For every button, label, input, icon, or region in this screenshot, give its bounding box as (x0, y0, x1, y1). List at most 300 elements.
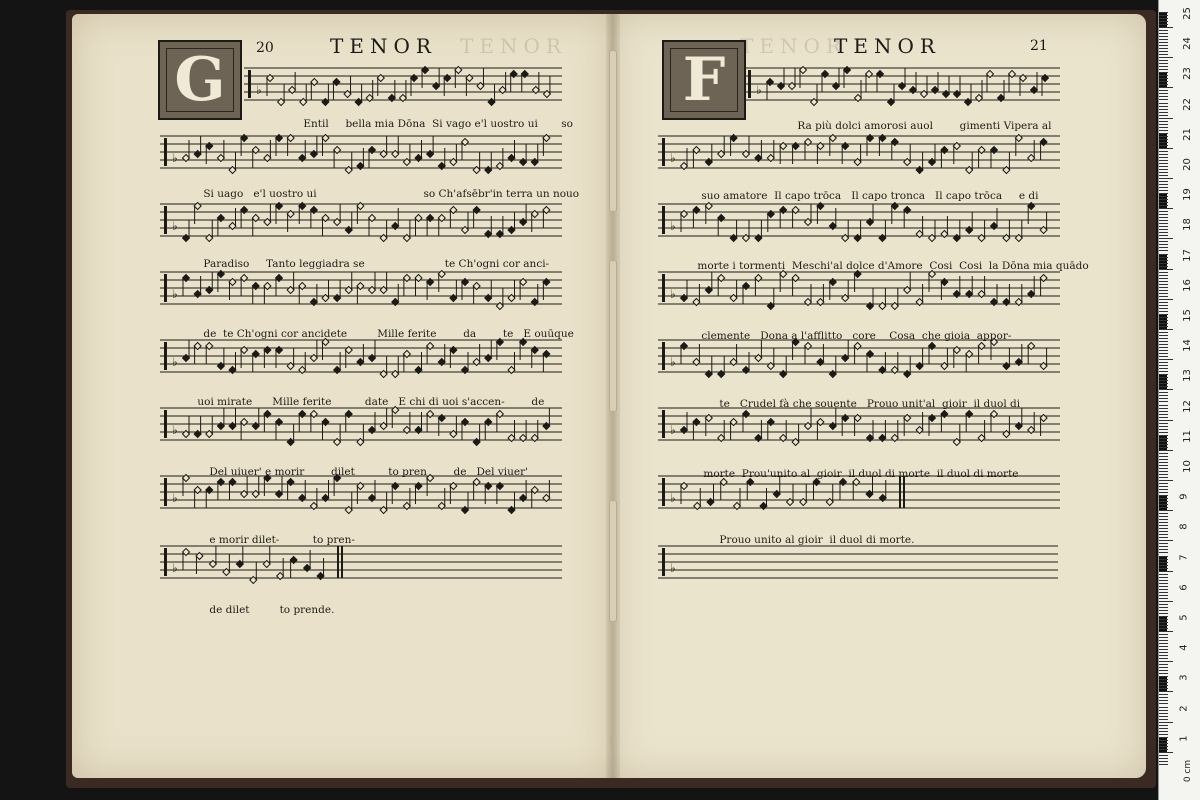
svg-text:♭: ♭ (172, 561, 178, 575)
ruler-tick (1159, 290, 1168, 291)
ruler-tick (1159, 519, 1168, 520)
lyric-line: morte Prou'unito al gioir il duol di morte il duol di morte (703, 468, 1019, 480)
ruler-tick (1159, 752, 1173, 753)
ruler-tick (1159, 504, 1168, 505)
ruler-tick (1159, 401, 1168, 402)
ruler-tick (1159, 398, 1168, 399)
ruler-tick (1159, 48, 1168, 49)
ruler-tick (1159, 199, 1168, 200)
ruler-tick (1159, 540, 1173, 541)
ruler-tick (1159, 175, 1168, 176)
ruler-tick (1159, 329, 1173, 330)
ruler-tick (1159, 87, 1173, 88)
ruler-tick (1159, 121, 1168, 122)
ruler-tick (1159, 39, 1168, 40)
ruler-tick (1159, 688, 1168, 689)
ruler-tick (1159, 700, 1168, 701)
svg-text:♭: ♭ (670, 423, 676, 437)
ruler-tick (1159, 441, 1168, 442)
ruler-tick (1159, 69, 1168, 70)
ruler-tick (1159, 580, 1168, 581)
ruler-tick (1159, 598, 1168, 599)
ruler-tick (1159, 112, 1168, 113)
ruler-tick (1159, 275, 1168, 276)
ruler-tick (1159, 513, 1168, 514)
ruler-tick (1159, 601, 1173, 602)
lyric-line: te Crudel fà che souente Prouo unit'al gioir il duol di (719, 398, 1021, 410)
ruler-tick (1159, 453, 1168, 454)
ruler-tick (1159, 710, 1168, 711)
ruler-tick (1159, 444, 1168, 445)
decorated-initial: F (662, 40, 746, 120)
bleed-through-text: TENOR (740, 34, 847, 58)
lyric-line: morte i tormenti Meschi'al dolce d'Amore Cosi Cosi la Dōna mia quādo (697, 260, 1089, 272)
ruler-label: 15 (1181, 309, 1193, 322)
ruler-tick (1159, 725, 1168, 726)
ruler-tick (1159, 214, 1168, 215)
ruler-tick (1159, 148, 1173, 149)
ruler-tick (1159, 429, 1168, 430)
ruler-tick (1159, 432, 1168, 433)
ruler-tick (1159, 169, 1168, 170)
ruler-tick (1159, 595, 1168, 596)
ruler-tick (1159, 272, 1168, 273)
page-number: 20 (256, 40, 274, 56)
ruler-tick (1159, 731, 1168, 732)
ruler-tick (1159, 27, 1173, 28)
svg-text:♭: ♭ (172, 219, 178, 233)
ruler-tick (1159, 145, 1168, 146)
ruler-tick (1159, 157, 1168, 158)
music-staff (244, 62, 562, 108)
ruler-label: 16 (1181, 278, 1193, 292)
ruler-tick (1159, 495, 1168, 496)
ruler-tick (1159, 616, 1168, 617)
ruler-tick (1159, 492, 1168, 493)
ruler-tick (1159, 93, 1168, 94)
binding-thread (609, 500, 617, 622)
ruler-tick (1159, 552, 1168, 553)
ruler-tick (1159, 359, 1173, 360)
ruler-tick (1159, 220, 1168, 221)
ruler-tick (1159, 501, 1168, 502)
ruler-tick (1159, 371, 1168, 372)
ruler-tick (1159, 133, 1168, 134)
ruler-tick (1159, 450, 1173, 451)
ruler-tick (1159, 296, 1168, 297)
ruler-label: 20 (1181, 158, 1193, 171)
ruler-tick (1159, 565, 1168, 566)
ruler-tick (1159, 377, 1168, 378)
ruler-tick (1159, 637, 1168, 638)
svg-text:♭: ♭ (670, 287, 676, 301)
ruler-tick (1159, 719, 1168, 720)
ruler-tick (1159, 57, 1173, 58)
ruler-tick (1159, 498, 1168, 499)
ruler-tick (1159, 308, 1168, 309)
ruler-tick (1159, 631, 1173, 632)
ruler-tick (1159, 211, 1168, 212)
ruler-tick (1159, 341, 1168, 342)
ruler-tick (1159, 181, 1168, 182)
ruler-tick (1159, 368, 1168, 369)
ruler-tick (1159, 205, 1168, 206)
ruler-tick (1159, 254, 1168, 255)
ruler-tick (1159, 323, 1168, 324)
ruler-tick (1159, 103, 1168, 104)
ruler-tick (1159, 722, 1173, 723)
ruler-tick (1159, 229, 1168, 230)
ruler-tick (1159, 96, 1168, 97)
page-number: 21 (1030, 38, 1048, 54)
ruler-tick (1159, 317, 1168, 318)
ruler-tick (1159, 190, 1168, 191)
ruler-tick (1159, 589, 1168, 590)
ruler-tick (1159, 266, 1168, 267)
lyric-line: Paradiso Tanto leggiadra se te Ch'ogni cor anci- (203, 258, 550, 270)
ruler-tick (1159, 109, 1168, 110)
voice-header: TENOR (330, 34, 437, 58)
ruler-tick (1159, 383, 1168, 384)
ruler-tick (1159, 106, 1168, 107)
ruler-tick (1159, 184, 1168, 185)
ruler-tick (1159, 574, 1168, 575)
ruler-tick (1159, 54, 1168, 55)
ruler-tick (1159, 707, 1168, 708)
ruler-label: 17 (1181, 248, 1193, 262)
ruler-tick (1159, 764, 1168, 765)
ruler-tick (1159, 414, 1168, 415)
ruler-tick (1159, 713, 1168, 714)
ruler-tick (1159, 18, 1168, 19)
ruler-tick (1159, 549, 1168, 550)
decorated-initial: G (158, 40, 242, 120)
ruler-tick (1159, 81, 1168, 82)
ruler-tick (1159, 734, 1168, 735)
ruler-tick (1159, 257, 1168, 258)
ruler-tick (1159, 353, 1168, 354)
ruler-label: 1 (1178, 735, 1190, 742)
ruler-tick (1159, 486, 1168, 487)
ruler-label: 9 (1178, 493, 1190, 500)
ruler-tick (1159, 537, 1168, 538)
ruler-tick (1159, 411, 1168, 412)
lyric-line: de te Ch'ogni cor ancidete Mille ferite da te E ouūque (203, 328, 574, 340)
ruler-tick (1159, 386, 1168, 387)
ruler-tick (1159, 63, 1168, 64)
ruler-tick (1159, 24, 1168, 25)
ruler-tick (1159, 761, 1168, 762)
ruler-tick (1159, 480, 1173, 481)
ruler-tick (1159, 60, 1168, 61)
ruler-tick (1159, 335, 1168, 336)
ruler-tick (1159, 435, 1168, 436)
binding-thread (609, 50, 617, 212)
svg-text:♭: ♭ (670, 219, 676, 233)
ruler-tick (1159, 160, 1168, 161)
ruler-tick (1159, 610, 1168, 611)
ruler-tick (1159, 462, 1168, 463)
ruler-tick (1159, 244, 1168, 245)
ruler-tick (1159, 447, 1168, 448)
ruler-tick (1159, 438, 1168, 439)
ruler-label: 22 (1181, 97, 1193, 111)
ruler-label: 23 (1181, 67, 1193, 81)
svg-text:♭: ♭ (172, 151, 178, 165)
ruler-label: 14 (1181, 339, 1193, 353)
ruler-tick (1159, 136, 1168, 137)
ruler-tick (1159, 749, 1168, 750)
ruler-tick (1159, 278, 1168, 279)
ruler-label: 8 (1178, 523, 1190, 531)
ruler-tick (1159, 667, 1168, 668)
ruler-tick (1159, 670, 1168, 671)
ruler-tick (1159, 223, 1168, 224)
ruler-tick (1159, 84, 1168, 85)
ruler-tick (1159, 652, 1168, 653)
ruler-tick (1159, 522, 1168, 523)
lyric-line: uoi mirate Mille ferite date E chi di uoi s'accen- de (197, 396, 545, 408)
ruler-tick (1159, 592, 1168, 593)
ruler-tick (1159, 562, 1168, 563)
ruler-tick (1159, 646, 1168, 647)
ruler-tick (1159, 115, 1168, 116)
ruler-tick (1159, 332, 1168, 333)
svg-text:♭: ♭ (256, 83, 262, 97)
ruler-tick (1159, 471, 1168, 472)
ruler-tick (1159, 287, 1168, 288)
svg-text:♭: ♭ (756, 83, 762, 97)
ruler-tick (1159, 685, 1168, 686)
ruler-tick (1159, 36, 1168, 37)
ruler-tick (1159, 238, 1173, 239)
ruler-tick (1159, 694, 1168, 695)
ruler-tick (1159, 78, 1168, 79)
ruler-tick (1159, 66, 1168, 67)
ruler-tick (1159, 423, 1168, 424)
ruler-tick (1159, 217, 1168, 218)
ruler-tick (1159, 51, 1168, 52)
lyric-line: Prouo unito al gioir il duol di morte. (719, 534, 915, 546)
ruler-tick (1159, 350, 1168, 351)
ruler-label: 4 (1178, 644, 1190, 651)
ruler-tick (1159, 21, 1168, 22)
ruler-tick (1159, 507, 1168, 508)
ruler-tick (1159, 235, 1168, 236)
ruler-tick (1159, 347, 1168, 348)
ruler-tick (1159, 426, 1168, 427)
ruler-tick (1159, 172, 1168, 173)
ruler-tick (1159, 166, 1168, 167)
ruler-tick (1159, 380, 1168, 381)
ruler-tick (1159, 628, 1168, 629)
ruler-tick (1159, 45, 1168, 46)
ruler-label: 6 (1178, 584, 1190, 591)
ruler-tick (1159, 483, 1168, 484)
ruler-tick (1159, 90, 1168, 91)
ruler-tick (1159, 42, 1168, 43)
svg-text:♭: ♭ (172, 355, 178, 369)
ruler-label: 19 (1181, 188, 1193, 202)
ruler-label: 3 (1178, 674, 1190, 682)
ruler-tick (1159, 163, 1168, 164)
ruler-tick (1159, 664, 1168, 665)
svg-text:♭: ♭ (172, 287, 178, 301)
ruler-label: 11 (1181, 429, 1193, 443)
lyric-line: e morir dilet- to pren- (209, 534, 355, 546)
ruler-tick (1159, 232, 1168, 233)
ruler-tick (1159, 72, 1168, 73)
ruler-label: 5 (1178, 614, 1190, 621)
music-staff (744, 62, 1060, 108)
svg-text:♭: ♭ (172, 491, 178, 505)
ruler-tick (1159, 405, 1168, 406)
ruler-tick (1159, 534, 1168, 535)
ruler-tick (1159, 489, 1168, 490)
ruler-tick (1159, 516, 1168, 517)
ruler-tick (1159, 302, 1168, 303)
ruler-tick (1159, 456, 1168, 457)
ruler-tick (1159, 716, 1168, 717)
ruler-tick (1159, 281, 1168, 282)
ruler-label: 7 (1178, 553, 1190, 561)
ruler-tick (1159, 362, 1168, 363)
ruler-tick (1159, 643, 1168, 644)
ruler-tick (1159, 241, 1168, 242)
ruler-tick (1159, 226, 1168, 227)
ruler-label: 13 (1181, 369, 1193, 383)
ruler-tick (1159, 583, 1168, 584)
ruler-tick (1159, 586, 1168, 587)
ruler-tick (1159, 531, 1168, 532)
voice-header: TENOR (834, 34, 941, 58)
ruler-tick (1159, 622, 1168, 623)
ruler-label: 12 (1181, 399, 1193, 413)
ruler-tick (1159, 510, 1173, 511)
ruler-tick (1159, 755, 1168, 756)
ruler-tick (1159, 260, 1168, 261)
ruler-tick (1159, 740, 1168, 741)
ruler-tick (1159, 124, 1168, 125)
svg-text:♭: ♭ (670, 561, 676, 575)
ruler-tick (1159, 299, 1173, 300)
ruler-tick (1159, 625, 1168, 626)
ruler-tick (1159, 118, 1173, 119)
ruler-tick (1159, 679, 1168, 680)
ruler-tick (1159, 649, 1168, 650)
ruler-tick (1159, 269, 1173, 270)
ruler-tick (1159, 314, 1168, 315)
svg-text:♭: ♭ (670, 151, 676, 165)
ruler-label: 24 (1181, 37, 1193, 51)
ruler-tick (1159, 344, 1168, 345)
ruler-tick (1159, 543, 1168, 544)
ruler-tick (1159, 728, 1168, 729)
ruler-label: 10 (1181, 460, 1193, 473)
ruler-tick (1159, 655, 1168, 656)
ruler-tick (1159, 468, 1168, 469)
ruler-tick (1159, 12, 1168, 13)
ruler-tick (1159, 356, 1168, 357)
ruler-label: 18 (1181, 218, 1193, 232)
ruler-tick (1159, 193, 1168, 194)
ruler-label: 21 (1181, 127, 1193, 141)
ruler-tick (1159, 528, 1168, 529)
ruler-tick (1159, 737, 1168, 738)
ruler-tick (1159, 30, 1168, 31)
ruler-tick (1159, 305, 1168, 306)
ruler-tick (1159, 474, 1168, 475)
ruler-tick (1159, 187, 1168, 188)
ruler-tick (1159, 640, 1168, 641)
ruler-tick (1159, 75, 1168, 76)
ruler-tick (1159, 577, 1168, 578)
ruler-tick (1159, 311, 1168, 312)
ruler-tick (1159, 420, 1173, 421)
ruler-tick (1159, 263, 1168, 264)
ruler-tick (1159, 658, 1168, 659)
lyric-line: Del uiuer' e morir dilet to pren de Del viuer' (209, 466, 529, 478)
ruler-tick (1159, 571, 1173, 572)
ruler-unit-label: 0 cm (1183, 759, 1194, 783)
ruler-tick (1159, 139, 1168, 140)
ruler-label: 2 (1178, 704, 1190, 712)
ruler-label: 25 (1181, 7, 1193, 20)
ruler-tick (1159, 33, 1168, 34)
lyric-line: clemente Dona a l'afflitto core Cosa che gioia appor- (701, 330, 1012, 342)
ruler-tick (1159, 127, 1168, 128)
lyric-line: de dilet to prende. (209, 604, 335, 616)
ruler-tick (1159, 151, 1168, 152)
ruler-tick (1159, 634, 1168, 635)
ruler-tick (1159, 99, 1168, 100)
ruler-tick (1159, 196, 1168, 197)
ruler-tick (1159, 477, 1168, 478)
ruler-tick (1159, 374, 1168, 375)
ruler-tick (1159, 703, 1168, 704)
ruler-tick (1159, 417, 1168, 418)
ruler-tick (1159, 758, 1168, 759)
ruler-tick (1159, 320, 1168, 321)
ruler-tick (1159, 202, 1168, 203)
ruler-tick (1159, 697, 1168, 698)
ruler-tick (1159, 673, 1168, 674)
ruler-tick (1159, 326, 1168, 327)
lyric-line: Entil bella mia Dōna Si vago e'l uostro ui so (303, 118, 573, 130)
ruler-tick (1159, 604, 1168, 605)
ruler-tick (1159, 568, 1168, 569)
ruler-tick (1159, 743, 1168, 744)
ruler-tick (1159, 556, 1168, 557)
ruler-tick (1159, 546, 1168, 547)
ruler-tick (1159, 15, 1168, 16)
binding-thread (609, 260, 617, 412)
ruler-tick (1159, 284, 1168, 285)
ruler-tick (1159, 250, 1168, 251)
bleed-through-text: TENOR (460, 34, 567, 58)
ruler-tick (1159, 613, 1168, 614)
ruler-tick (1159, 293, 1168, 294)
ruler-tick (1159, 392, 1168, 393)
ruler-tick (1159, 338, 1168, 339)
ruler-tick (1159, 389, 1173, 390)
ruler-tick (1159, 130, 1168, 131)
ruler-tick (1159, 154, 1168, 155)
ruler-tick (1159, 459, 1168, 460)
ruler-tick (1159, 408, 1168, 409)
ruler-tick (1159, 208, 1173, 209)
ruler-tick (1159, 365, 1168, 366)
